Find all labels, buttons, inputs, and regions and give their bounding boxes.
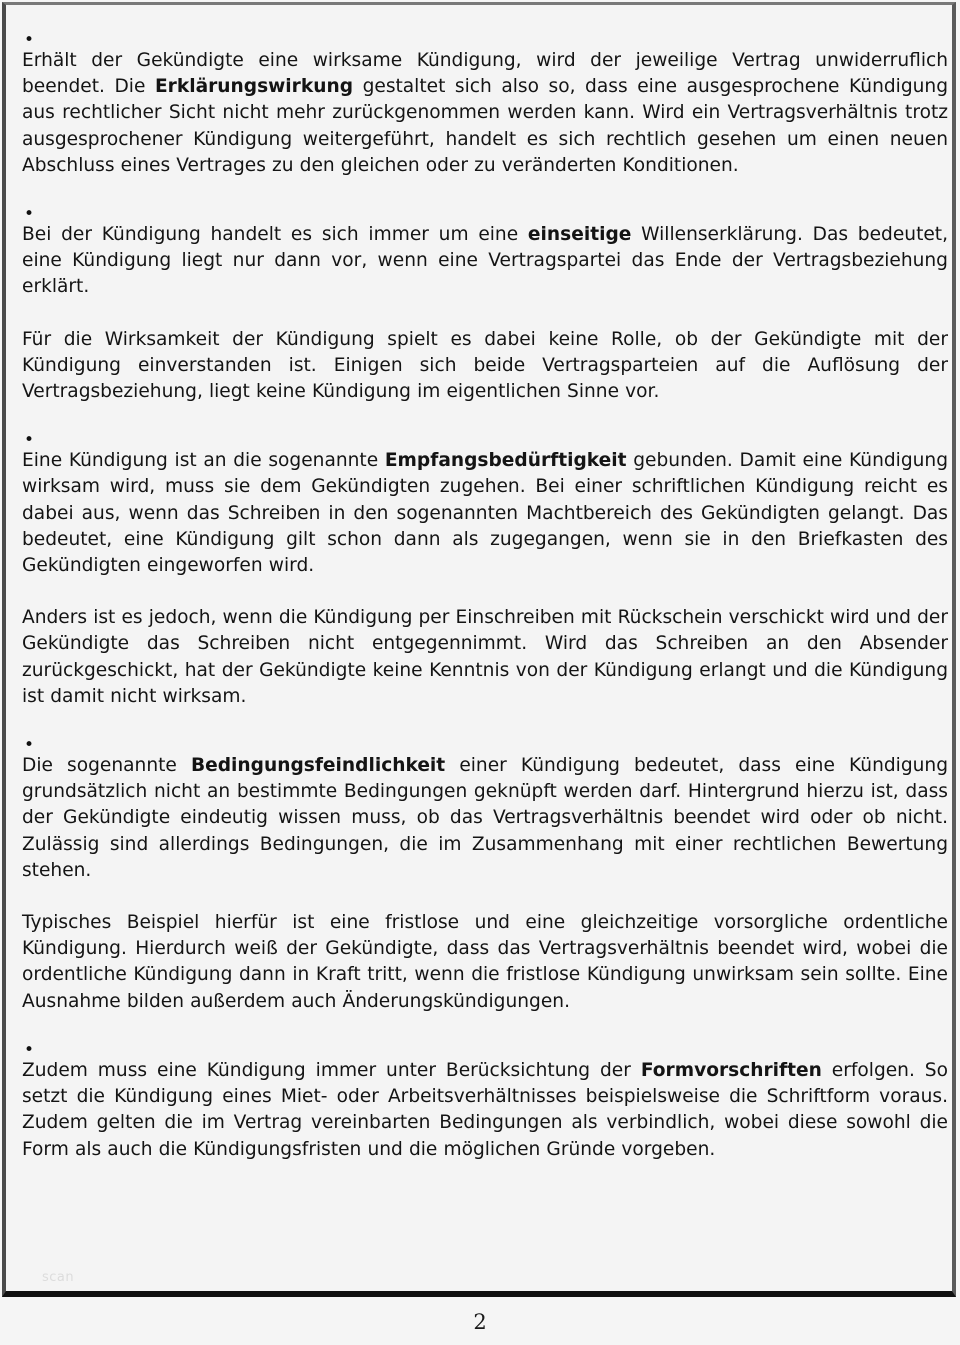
text-run: Willenserklärung. Das bedeutet, eine Kündigung liegt nur dann vor, wenn eine Vertragspartei das Ende der Vertragsbeziehung erklärt. (22, 224, 948, 298)
emphasised-term: Formvorschriften (640, 1059, 822, 1081)
page-number: 2 (473, 1310, 487, 1334)
paragraph (22, 48, 948, 179)
bullet-marker-icon: • (24, 204, 35, 225)
paragraph (22, 753, 948, 884)
bullet-block (22, 430, 948, 710)
text-run: gebunden. Damit eine Kündigung wirksam wird, muss sie dem Gekündigten zugehen. Bei einer schriftlichen Kündigung reicht es dabei aus, wenn das Schreiben in den sogenannten Machtbereich des Gekündigten gelangt. Das bedeutet, eine Kündigung gilt schon dann als zugegangen, wenn sie in den Briefkasten des Gekündigten eingeworfen wird. (22, 450, 948, 577)
text-run: Anders ist es jedoch, wenn die Kündigung per Einschreiben mit Rückschein verschickt wird und der Gekündigte das Schreiben nicht entgegennimmt. Wird das Schreiben an den Absender zurückgeschickt, hat der Gekündigte keine Kenntnis von der Kündigung erlangt und die Kündigung ist damit nicht wirksam. (22, 607, 948, 707)
text-run: Bei der Kündigung handelt es sich immer um eine (22, 224, 528, 246)
text-run: einer Kündigung bedeutet, dass eine Kündigung grundsätzlich nicht an bestimmte Bedingungen geknüpft werden darf. Hintergrund hierzu ist, dass der Gekündigte eindeutig wissen muss, ob das Vertragsverhältnis beendet wird oder ob nicht. Zulässig sind allerdings Bedingungen, die im Zusammenhang mit einer rechtlichen Bewertung stehen. (22, 755, 948, 881)
paragraph (22, 605, 948, 710)
paragraph (22, 327, 948, 406)
bullet-marker-icon: • (24, 30, 35, 50)
paragraph-gap (22, 884, 948, 910)
emphasised-term: Empfangsbedürftigkeit (384, 450, 627, 472)
bullet-marker-icon: • (24, 430, 35, 451)
text-run: Zudem muss eine Kündigung immer unter Berücksichtung der (22, 1059, 641, 1081)
text-run: Für die Wirksamkeit der Kündigung spielt es dabei keine Rolle, ob der Gekündigte mit der Kündigung einverstanden ist. Einigen sich beide Vertragsparteien auf die Auflösung der Vertragsbeziehung, liegt keine Kündigung im eigentlichen Sinne vor. (22, 328, 948, 403)
paragraph-gap (22, 301, 948, 327)
block-gap (22, 710, 948, 740)
emphasised-term: Bedingungsfeindlichkeit (190, 755, 446, 777)
text-run: erfolgen. So setzt die Kündigung eines Miet- oder Arbeitsverhältnisses beispielsweise die Schriftform voraus. Zudem gelten die im Vertrag vereinbarten Bedingungen als verbindlich, wobei diese sowohl die Form als auch die Kündigungsfristen und die möglichen Gründe vorgeben. (22, 1059, 948, 1160)
paragraph (22, 1058, 948, 1163)
block-gap (22, 179, 948, 209)
document-body (22, 30, 948, 1163)
bullet-block (22, 204, 948, 405)
emphasised-term: einseitige (527, 224, 632, 246)
bullet-block (22, 30, 948, 179)
scanned-page-frame (2, 2, 956, 1297)
text-run: Erhält der Gekündigte eine wirksame Kündigung, wird der jeweilige Vertrag unwiderruflich beendet. Die (22, 50, 948, 98)
text-run: Eine Kündigung ist an die sogenannte (22, 450, 385, 472)
paragraph (22, 222, 948, 301)
bullet-block (22, 735, 948, 1015)
text-run: Typisches Beispiel hierfür ist eine fristlose und eine gleichzeitige vorsorgliche ordentliche Kündigung. Hierdurch weiß der Gekündigte, dass das Vertragsverhältnis beendet wird, wobei die ordentliche Kündigung dann in Kraft tritt, wenn die fristlose Kündigung unwirksam sein sollte. Eine Ausnahme bilden außerdem auch Änderungskündigungen. (22, 912, 948, 1012)
bullet-marker-icon: • (24, 735, 35, 756)
block-gap (22, 405, 948, 435)
emphasised-term: Erklärungswirkung (154, 76, 354, 98)
scan-watermark: scan (42, 1270, 75, 1285)
paragraph (22, 910, 948, 1015)
block-gap (22, 1015, 948, 1045)
bullet-marker-icon: • (24, 1039, 35, 1060)
text-run: Die sogenannte (22, 755, 191, 777)
bullet-block (22, 1039, 948, 1163)
text-run: gestaltet sich also so, dass eine ausgesprochene Kündigung aus rechtlicher Sicht nicht mehr zurückgenommen werden kann. Wird ein Vertragsverhältnis trotz ausgesprochener Kündigung weitergeführt, handelt es sich rechtlich gesehen um einen neuen Abschluss eines Vertrages zu den gleichen oder zu veränderten Konditionen. (22, 76, 948, 176)
paragraph (22, 448, 948, 579)
paragraph-gap (22, 579, 948, 605)
